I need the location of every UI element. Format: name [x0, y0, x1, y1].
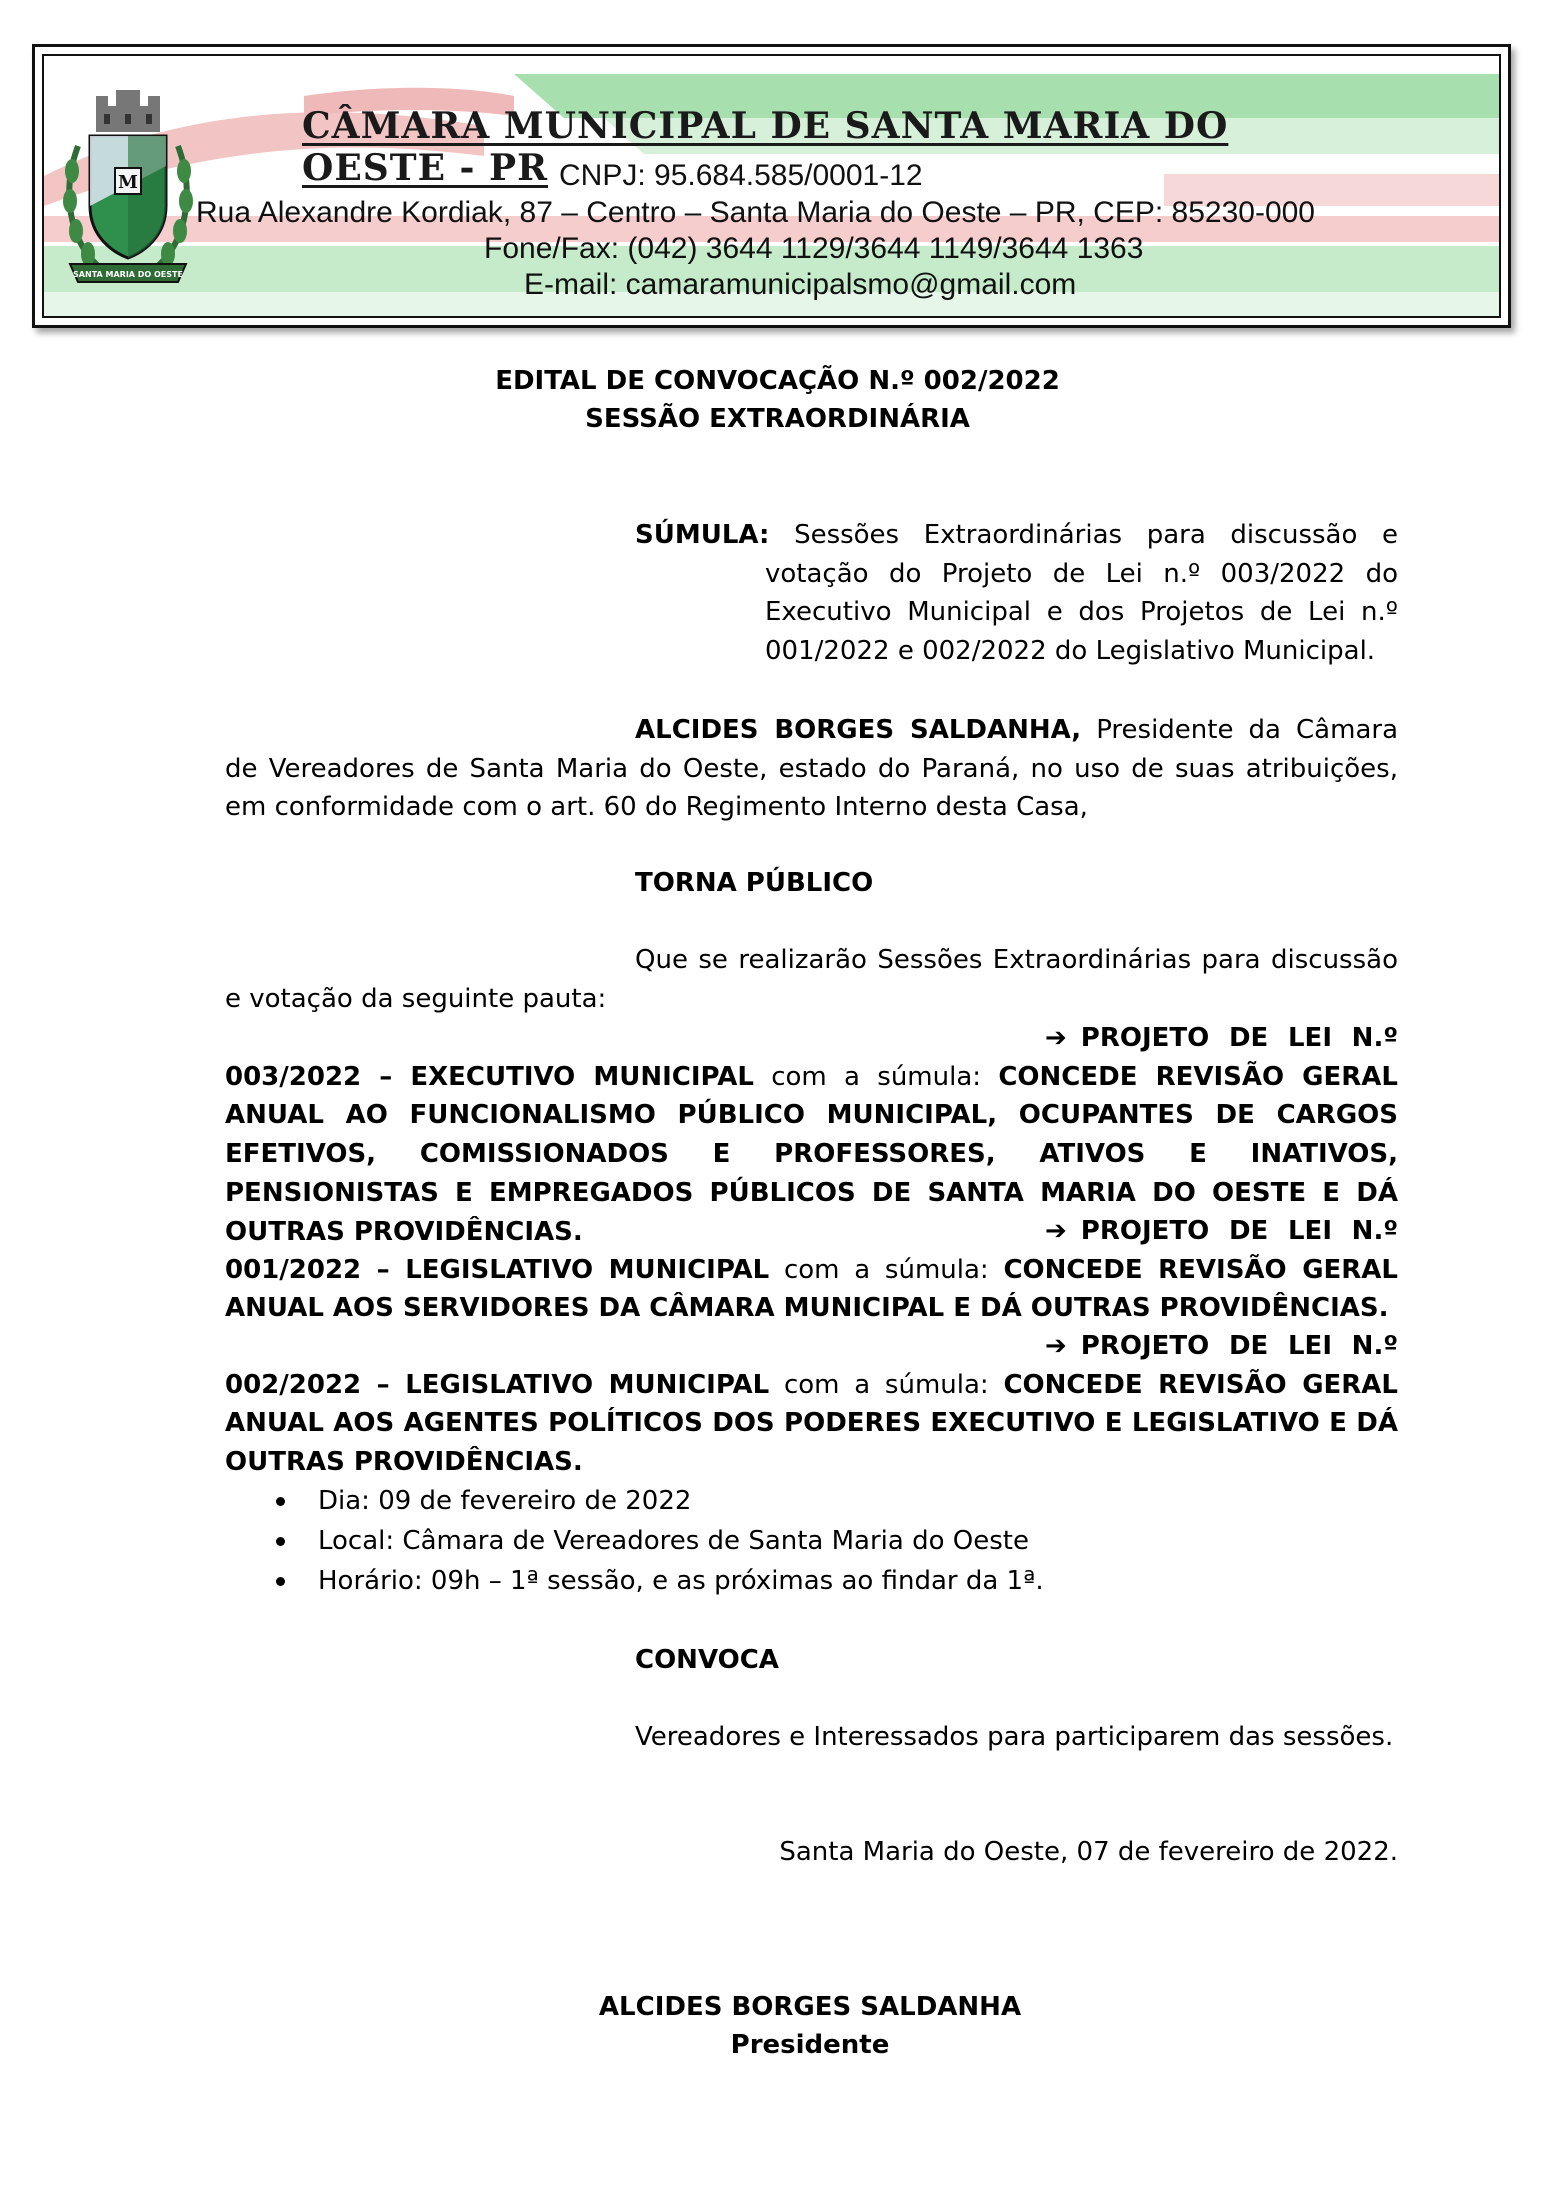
- detail-time: Horário: 09h – 1ª sessão, e as próximas ao findar da 1ª.: [318, 1566, 1044, 1596]
- project-summary: CONCEDE REVISÃO GERAL ANUAL AO FUNCIONALISMO PÚBLICO MUNICIPAL, OCUPANTES DE CARGOS EFETIVOS, COMISSIONADOS E PROFESSORES, ATIVOS E INATIVOS, PENSIONISTAS E EMPREGADOS PÚBLICOS DE SANTA MARIA DO OESTE E DÁ OUTRAS PROVIDÊNCIAS.: [225, 1061, 1398, 1247]
- sumula-text: Sessões Extraordinárias para discussão e votação do Projeto de Lei n.º 003/2022 do Executivo Municipal e dos Projetos de Lei n.º 001/2022 e 002/2022 do Legislativo Municipal.: [765, 520, 1399, 667]
- bullet-icon: [276, 1577, 285, 1586]
- project-title: PROJETO DE LEI N.º 003/2022 – EXECUTIVO MUNICIPAL: [225, 1023, 1398, 1092]
- document-title: EDITAL DE CONVOCAÇÃO N.º 002/2022: [495, 366, 1060, 396]
- letterhead-address: Rua Alexandre Kordiak, 87 – Centro – Santa Maria do Oeste – PR, CEP: 85230-000: [196, 196, 1315, 229]
- bullet-icon: [276, 1537, 285, 1546]
- session-details-list: [270, 1481, 1044, 1601]
- letterhead-cnpj: CNPJ: 95.684.585/0001-12: [559, 159, 923, 192]
- letterhead-email: E-mail: camaramunicipalsmo@gmail.com: [524, 268, 1077, 301]
- project-summary: CONCEDE REVISÃO GERAL ANUAL AOS SERVIDORES DA CÂMARA MUNICIPAL E DÁ OUTRAS PROVIDÊNCIAS.: [225, 1254, 1398, 1324]
- arrow-icon: ➔: [1045, 1331, 1067, 1361]
- convoca-heading: CONVOCA: [635, 1645, 779, 1675]
- convoca-text: Vereadores e Interessados para participarem das sessões.: [635, 1722, 1394, 1752]
- president-name: ALCIDES BORGES SALDANHA,: [635, 715, 1082, 745]
- list-item: [270, 1481, 1044, 1521]
- document-subtitle: SESSÃO EXTRAORDINÁRIA: [585, 404, 970, 434]
- letterhead-title: CÂMARA MUNICIPAL DE SANTA MARIA DO OESTE - PR: [302, 105, 1229, 189]
- crest-banner-text: SANTA MARIA DO OESTE: [73, 270, 183, 279]
- project-title: PROJETO DE LEI N.º 001/2022 – LEGISLATIVO MUNICIPAL: [225, 1216, 1398, 1285]
- list-item: [270, 1521, 1044, 1561]
- bullet-icon: [276, 1497, 285, 1506]
- sumula-label: SÚMULA:: [635, 520, 770, 550]
- arrow-icon: ➔: [1045, 1216, 1067, 1246]
- president-text: Presidente da Câmara de Vereadores de Santa Maria do Oeste, estado do Paraná, no uso de suas atribuições, em conformidade com o art. 60 do Regimento Interno desta Casa,: [225, 715, 1398, 823]
- sumula-block: [635, 516, 1398, 671]
- crest-letter: M: [118, 172, 138, 193]
- project-connector: com a súmula:: [783, 1369, 989, 1400]
- project-connector: com a súmula:: [783, 1254, 989, 1285]
- signature-name: ALCIDES BORGES SALDANHA: [598, 1992, 1022, 2022]
- project-connector: com a súmula:: [771, 1061, 982, 1092]
- president-paragraph: [225, 711, 1398, 827]
- torna-publico-heading: TORNA PÚBLICO: [635, 868, 874, 898]
- list-item: [270, 1561, 1044, 1601]
- project-item: [225, 1327, 1398, 1482]
- letterhead-phone: Fone/Fax: (042) 3644 1129/3644 1149/3644 1363: [484, 232, 1144, 265]
- project-item: [225, 1212, 1398, 1328]
- detail-date: Dia: 09 de fevereiro de 2022: [318, 1486, 692, 1516]
- arrow-icon: ➔: [1045, 1023, 1067, 1053]
- signature-role: Presidente: [730, 2030, 890, 2060]
- que-paragraph: Que se realizarão Sessões Extraordinárias para discussão e votação da seguinte pauta:: [225, 945, 1398, 1014]
- project-summary: CONCEDE REVISÃO GERAL ANUAL AOS AGENTES POLÍTICOS DOS PODERES EXECUTIVO E LEGISLATIVO E DÁ OUTRAS PROVIDÊNCIAS.: [225, 1369, 1398, 1478]
- detail-location: Local: Câmara de Vereadores de Santa Maria do Oeste: [318, 1526, 1029, 1556]
- place-date: Santa Maria do Oeste, 07 de fevereiro de 2022.: [779, 1837, 1398, 1867]
- project-title: PROJETO DE LEI N.º 002/2022 – LEGISLATIVO MUNICIPAL: [225, 1331, 1398, 1400]
